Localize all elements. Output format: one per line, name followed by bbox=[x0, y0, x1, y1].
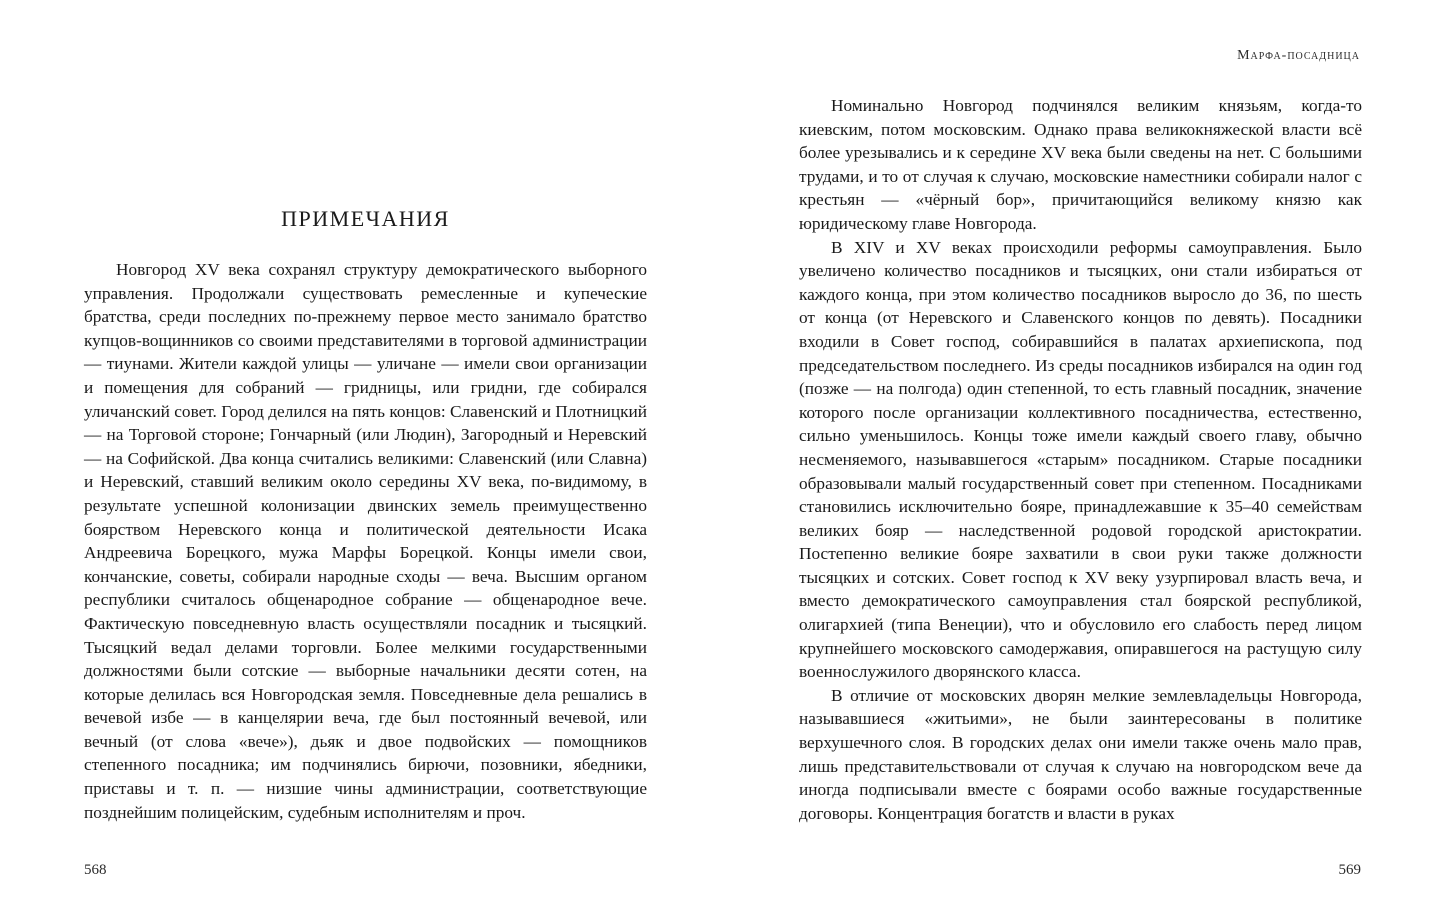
right-page-text bbox=[799, 94, 1362, 825]
paragraph: В XIV и XV веках происходили реформы самоуправления. Было увеличено количество посадников и тысяцких, они стали избираться от каждого конца, при этом количество посадников выросло до 36, по шесть от конца (от Неревского и Славенского концов по девять). Посадники входили в Совет господ, собиравшийся в палатах архиепископа, под председательством последнего. Из среды посадников избирался на один год (позже — на полгода) один степенной, то есть главный посадник, значение которого после организации коллективного посадничества, естественно, сильно уменьшилось. Концы тоже имели каждый своего главу, обычно несменяемого, называвшегося «старым» посадником. Старые посадники образовывали малый государственный совет при степенном. Посадниками становились исключительно бояре, принадлежавшие к 35–40 семействам великих бояр — наследственной родовой городской аристократии. Постепенно великие бояре захватили в свои руки также должности тысяцких и сотских. Совет господ к XV веку узурпировал власть веча, и вместо демократического самоуправления стал боярской республикой, олигархией (типа Венеции), что и обусловило его слабость перед лицом крупнейшего московского самодержавия, опиравшегося на растущую силу военнослужилого дворянского класса. bbox=[799, 237, 1362, 682]
left-page bbox=[0, 0, 722, 922]
paragraph: В отличие от московских дворян мелкие землевладельцы Новгорода, называвшиеся «житьими», не были заинтересованы в политике верхушечного слоя. В городских делах они имели также очень мало прав, лишь представительствовали от случая к случаю на новгородском вече да иногда подписывали вместе с боярами особо важные государственные договоры. Концентрация богатств и власти в руках bbox=[799, 685, 1362, 823]
page-number-left: 568 bbox=[84, 862, 107, 878]
page-number-right: 569 bbox=[1338, 862, 1361, 878]
paragraph: Новгород XV века сохранял структуру демократического выборного управления. Продолжали существовать ремесленные и купеческие братства, среди последних по-прежнему первое место занимало братство купцов-вощинников со своими представителями в торговой администрации — тиунами. Жители каждой улицы — уличане — имели свои организации и помещения для собраний — гридницы, или гридни, где собирался уличанский совет. Город делился на пять концов: Славенский и Плотницкий — на Торговой стороне; Гончарный (или Людин), Загородный и Неревский — на Софийской. Два конца считались великими: Славенский (или Славна) и Неревский, ставший великим около середины XV века, по-видимому, в результате успешной колонизации двинских земель преимущественно боярством Неревского конца и политической деятельности Исака Андреевича Борецкого, мужа Марфы Борецкой. Концы имели свои, кончанские, советы, собирали народные сходы — веча. Высшим органом республики считалось общенародное собрание — общенародное вече. Фактическую повседневную власть осуществляли посадник и тысяцкий. Тысяцкий ведал делами торговли. Более мелкими государственными должностями были сотские — выборные начальники десяти сотен, на которые делилась вся Новгородская земля. Повседневные дела решались в вечевой избе — в канцелярии веча, где был постоянный вечевой, или вечный (от слова «вече»), дьяк и двое подвойских — помощников степенного посадника; им подчинялись бирючи, позовники, ябедники, приставы и т. п. — низшие чины администрации, соответствующие позднейшим полицейским, судебным исполнителям и проч. bbox=[84, 260, 647, 822]
section-title: ПРИМЕЧАНИЯ bbox=[281, 206, 450, 231]
right-page bbox=[722, 0, 1445, 922]
left-page-text bbox=[84, 258, 647, 824]
paragraph: Номинально Новгород подчинялся великим князьям, когда-то киевским, потом московским. Однако права великокняжеской власти всё более урезывались и к середине XV века были сведены на нет. С большими трудами, и то от случая к случаю, московские наместники собирали налог с крестьян — «чёрный бор», причитающийся великому князю как юридическому главе Новгорода. bbox=[799, 96, 1362, 233]
running-head: Марфа-посадница bbox=[1237, 48, 1360, 63]
